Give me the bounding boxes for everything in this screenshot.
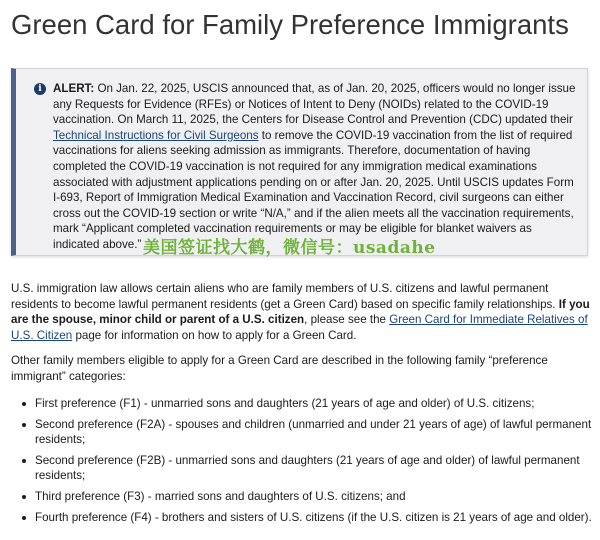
intro-bold-text: If you are the spouse, minor child or parent of a U.S. citizen (11, 297, 590, 327)
alert-label: ALERT: (53, 82, 95, 95)
alert-text-part2: to remove the COVID-19 vaccination from the list of required vaccinations for aliens seeking admission as immigrants. Therefore, documentation of having completed the COVID-19 vaccination is not required for any immigration medical examinations associated with adjustment applications pending on or after Jan. 20, 2025. Until USCIS updates Form I-693, Report of Immigration Medical Examination and Vaccination Record, civil surgeons can either cross out the COVID-19 section or write “N/A,” and if the alien meets all the vaccination requirements, mark “Applicant completed vaccination requirements or may be eligible for blanket waivers as indicated above.” (53, 128, 574, 251)
list-item-f2b: Second preference (F2B) - unmarried sons and daughters (21 years of age and older) of lawful permanent residents; (11, 453, 596, 484)
page-title: Green Card for Family Preference Immigrants (11, 9, 569, 40)
alert-text-part1: On Jan. 22, 2025, USCIS announced that, as of Jan. 20, 2025, officers would no longer issue any Requests for Evidence (RFEs) or Notices of Intent to Deny (NOIDs) related to the COVID-19 vaccination. On March 11, 2025, the Centers for Disease Control and Prevention (CDC) updated their (53, 82, 576, 127)
list-item-f3: Third preference (F3) - married sons and daughters of U.S. citizens; and (11, 489, 596, 505)
alert-box (11, 68, 588, 256)
watermark-overlay: 美国签证找大鹤，微信号：usadahe (143, 238, 436, 258)
list-item-f1: First preference (F1) - unmarried sons and daughters (21 years of age and older) of U.S. citizens; (11, 396, 596, 412)
list-item-f2a: Second preference (F2A) - spouses and children (unmarried and under 21 years of age) of lawful permanent residents; (11, 417, 596, 448)
intro-text-part1: U.S. immigration law allows certain aliens who are family members of U.S. citizens and lawful permanent residents to become lawful permanent residents (get a Green Card) based on specific family relationships. (11, 282, 559, 311)
immediate-relatives-link[interactable]: Green Card for Immediate Relatives of U.S. Citizen (11, 313, 588, 342)
preference-categories-list (11, 396, 596, 530)
info-circle-icon: i (34, 83, 46, 95)
alert-text (53, 81, 580, 253)
intro-paragraph (11, 281, 591, 343)
intro-text-part3: page for information on how to apply for a Green Card. (72, 328, 357, 342)
intro-text-part2: , please see the (304, 313, 390, 327)
civil-surgeons-instructions-link[interactable]: Technical Instructions for Civil Surgeons (53, 128, 259, 142)
preference-categories-intro: Other family members eligible to apply for a Green Card are described in the following family “preference immigrant” categories: (11, 354, 548, 383)
list-item-f4: Fourth preference (F4) - brothers and sisters of U.S. citizens (if the U.S. citizen is 21 years of age and older). (11, 510, 596, 526)
